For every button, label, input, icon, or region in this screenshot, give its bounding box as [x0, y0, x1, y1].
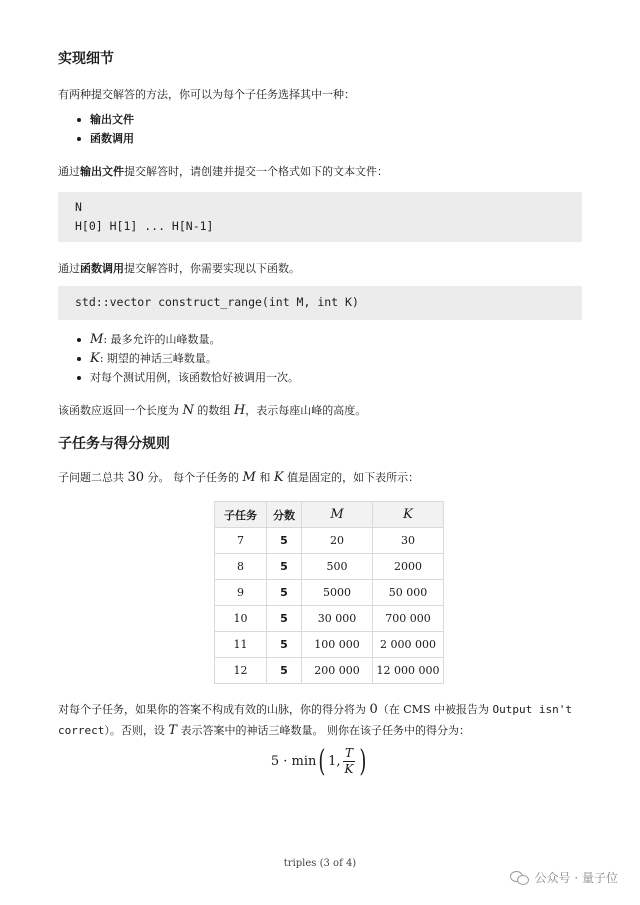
table-row — [215, 606, 444, 632]
section-title-implementation: 实现细节 — [58, 51, 114, 67]
cell-m: 30 000 — [302, 606, 373, 632]
text: 分。 每个子任务的 — [144, 471, 243, 484]
math-var: M — [90, 332, 104, 347]
cell-subtask: 9 — [215, 580, 267, 606]
param-item — [58, 330, 299, 349]
function-call-paragraph — [58, 260, 300, 276]
text: 子问题二总共 — [58, 471, 128, 484]
table-row — [215, 554, 444, 580]
math-var: K — [273, 470, 284, 485]
code-line: H[0] H[1] ... H[N-1] — [75, 219, 214, 233]
cms-message: correct — [58, 724, 105, 737]
param-item — [58, 349, 299, 368]
cell-score: 5 — [267, 528, 302, 554]
cell-m: 100 000 — [302, 632, 373, 658]
right-paren: ) — [359, 743, 367, 779]
cell-subtask: 11 — [215, 632, 267, 658]
text: 的数组 — [193, 404, 234, 417]
cell-subtask: 10 — [215, 606, 267, 632]
header-score: 分数 — [267, 502, 302, 528]
cell-k: 30 — [373, 528, 444, 554]
subtask-table — [214, 501, 444, 684]
text: : 期望的神话三峰数量。 — [99, 352, 217, 365]
table-row — [215, 528, 444, 554]
bold-term: 函数调用 — [80, 262, 124, 275]
score-formula — [58, 743, 582, 786]
code-line: std::vector construct_range(int M, int K) — [75, 295, 359, 309]
formula-prefix: 5 · min — [270, 754, 317, 769]
methods-list — [58, 110, 134, 148]
cell-k: 12 000 000 — [373, 658, 444, 684]
function-signature-code — [58, 286, 582, 320]
cell-score: 5 — [267, 658, 302, 684]
cell-subtask: 8 — [215, 554, 267, 580]
header-m: M — [302, 502, 373, 528]
scoring-line-2 — [58, 722, 470, 738]
page-footer: triples (3 of 4) — [283, 858, 357, 869]
cms-message: Output isn't — [492, 703, 572, 716]
text: （在 CMS 中被报告为 — [377, 703, 493, 716]
text: 值是固定的，如下表所示： — [283, 471, 420, 484]
text: 对每个测试用例，该函数恰好被调用一次。 — [90, 371, 299, 384]
fraction-numerator: T — [344, 746, 353, 760]
subtasks-intro — [58, 469, 419, 485]
method-item: 函数调用 — [58, 129, 134, 148]
text: 通过 — [58, 262, 80, 275]
text: 和 — [255, 471, 274, 484]
text: ，表示每座山峰的高度。 — [245, 404, 367, 417]
zero-score: 0 — [369, 702, 378, 717]
text: ）。否则，设 — [104, 724, 169, 737]
cell-k: 50 000 — [373, 580, 444, 606]
text: 通过 — [58, 165, 80, 178]
formula-one: 1, — [328, 754, 341, 769]
bold-term: 输出文件 — [80, 165, 124, 178]
text: 提交解答时，你需要实现以下函数。 — [124, 262, 300, 275]
section-title-subtasks: 子任务与得分规则 — [58, 436, 170, 452]
cell-subtask: 7 — [215, 528, 267, 554]
wechat-icon — [510, 870, 530, 886]
cell-m: 20 — [302, 528, 373, 554]
code-line: N — [75, 200, 82, 214]
cell-k: 2000 — [373, 554, 444, 580]
param-item — [58, 368, 299, 387]
table-header-row — [215, 502, 444, 528]
text: 提交解答时，请创建并提交一个格式如下的文本文件： — [124, 165, 388, 178]
text: 对每个子任务，如果你的答案不构成有效的山脉，你的得分将为 — [58, 703, 370, 716]
math-var: M — [242, 470, 256, 485]
watermark — [510, 869, 618, 886]
left-paren: ( — [318, 743, 326, 779]
cell-score: 5 — [267, 606, 302, 632]
cell-score: 5 — [267, 632, 302, 658]
table-row — [215, 632, 444, 658]
cell-subtask: 12 — [215, 658, 267, 684]
parameter-list — [58, 330, 299, 387]
methods-intro: 有两种提交解答的方法，你可以为每个子任务选择其中一种： — [58, 88, 355, 101]
method-item: 输出文件 — [58, 110, 134, 129]
header-subtask: 子任务 — [215, 502, 267, 528]
cell-k: 2 000 000 — [373, 632, 444, 658]
cell-k: 700 000 — [373, 606, 444, 632]
table-row — [215, 658, 444, 684]
cell-score: 5 — [267, 580, 302, 606]
total-score: 30 — [127, 470, 145, 485]
return-description — [58, 402, 366, 418]
math-var: T — [168, 723, 178, 738]
math-var: K — [90, 351, 100, 366]
output-format-code — [58, 192, 582, 242]
cell-m: 200 000 — [302, 658, 373, 684]
watermark-text: 公众号 · 量子位 — [534, 871, 618, 885]
cell-score: 5 — [267, 554, 302, 580]
text: 表示答案中的神话三峰数量。 则你在该子任务中的得分为： — [177, 724, 471, 737]
output-file-paragraph — [58, 163, 388, 179]
formula-expression — [270, 743, 369, 779]
header-k: K — [373, 502, 444, 528]
fraction-denominator: K — [344, 762, 354, 776]
scoring-line-1 — [58, 701, 572, 717]
text: 该函数应返回一个长度为 — [58, 404, 183, 417]
math-var: H — [233, 403, 246, 418]
fraction — [342, 746, 355, 777]
text: : 最多允许的山峰数量。 — [103, 333, 221, 346]
math-var: N — [182, 403, 194, 418]
table-row — [215, 580, 444, 606]
cell-m: 500 — [302, 554, 373, 580]
cell-m: 5000 — [302, 580, 373, 606]
